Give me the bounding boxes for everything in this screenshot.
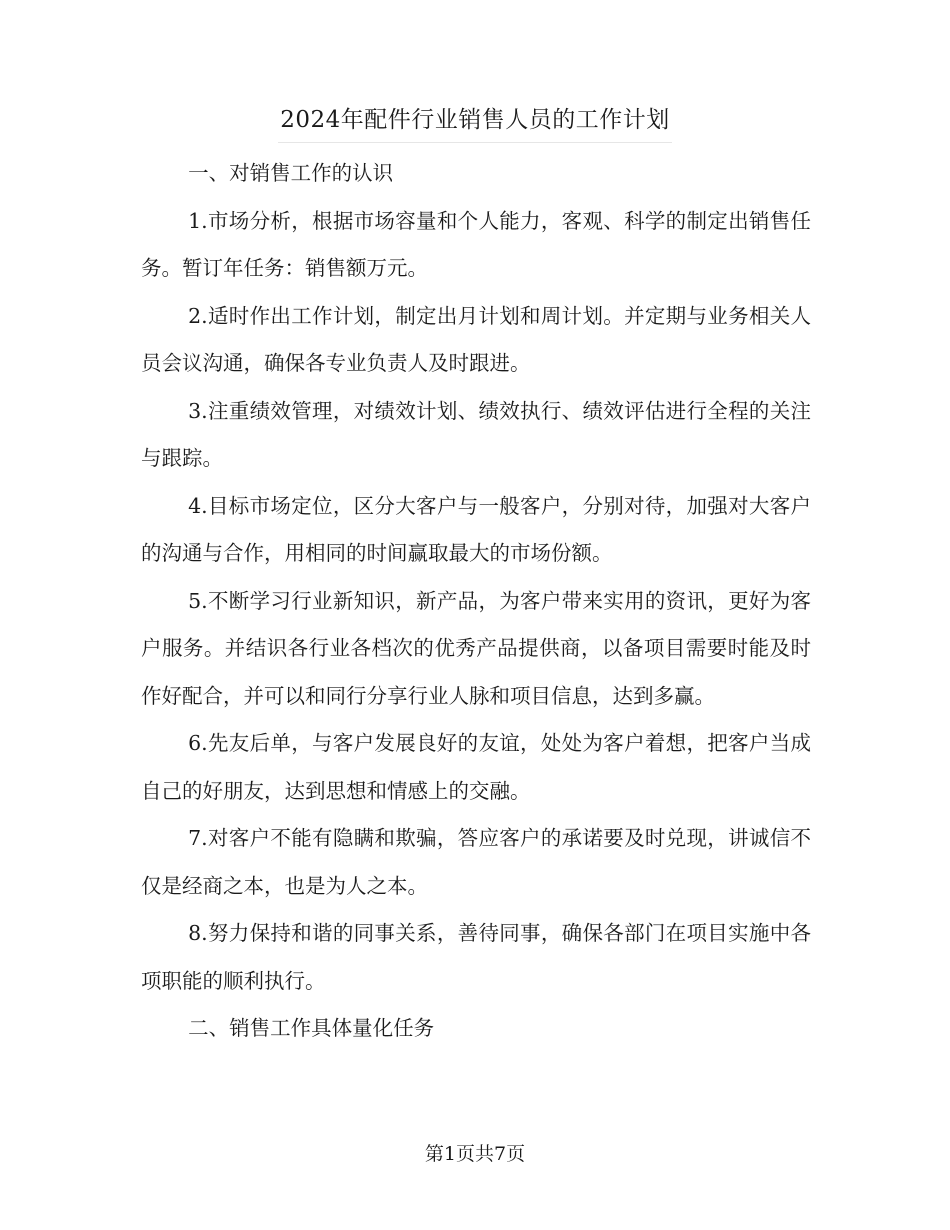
- document-title: 2024年配件行业销售人员的工作计划: [278, 100, 672, 143]
- page-footer: [0, 1138, 950, 1170]
- paragraph-5: 5.不断学习行业新知识，新产品，为客户带来实用的资讯，更好为客户服务。并结识各行业各档次的优秀产品提供商，以备项目需要时能及时作好配合，并可以和同行分享行业人脉和项目信息，达到多赢。: [141, 588, 811, 708]
- document-title-container: [0, 100, 950, 143]
- paragraph-3: 3.注重绩效管理，对绩效计划、绩效执行、绩效评估进行全程的关注与跟踪。: [141, 398, 811, 470]
- document-body: [141, 150, 811, 1053]
- paragraph-4: 4.目标市场定位，区分大客户与一般客户，分别对待，加强对大客户的沟通与合作，用相同的时间赢取最大的市场份额。: [141, 493, 811, 565]
- section-heading-1: 一、对销售工作的认识: [188, 161, 394, 185]
- paragraph-8: 8.努力保持和谐的同事关系，善待同事，确保各部门在项目实施中各项职能的顺利执行。: [141, 921, 811, 993]
- paragraph-7: 7.对客户不能有隐瞒和欺骗，答应客户的承诺要及时兑现，讲诚信不仅是经商之本，也是为人之本。: [141, 826, 811, 898]
- section-heading-2: 二、销售工作具体量化任务: [188, 1016, 435, 1040]
- paragraph-6: 6.先友后单，与客户发展良好的友谊，处处为客户着想，把客户当成自己的好朋友，达到思想和情感上的交融。: [141, 731, 811, 803]
- paragraph-2: 2.适时作出工作计划，制定出月计划和周计划。并定期与业务相关人员会议沟通，确保各专业负责人及时跟进。: [141, 303, 811, 375]
- paragraph-1: 1.市场分析，根据市场容量和个人能力，客观、科学的制定出销售任务。暂订年任务：销售额万元。: [141, 208, 811, 280]
- page-number: 第1页共7页: [424, 1143, 526, 1165]
